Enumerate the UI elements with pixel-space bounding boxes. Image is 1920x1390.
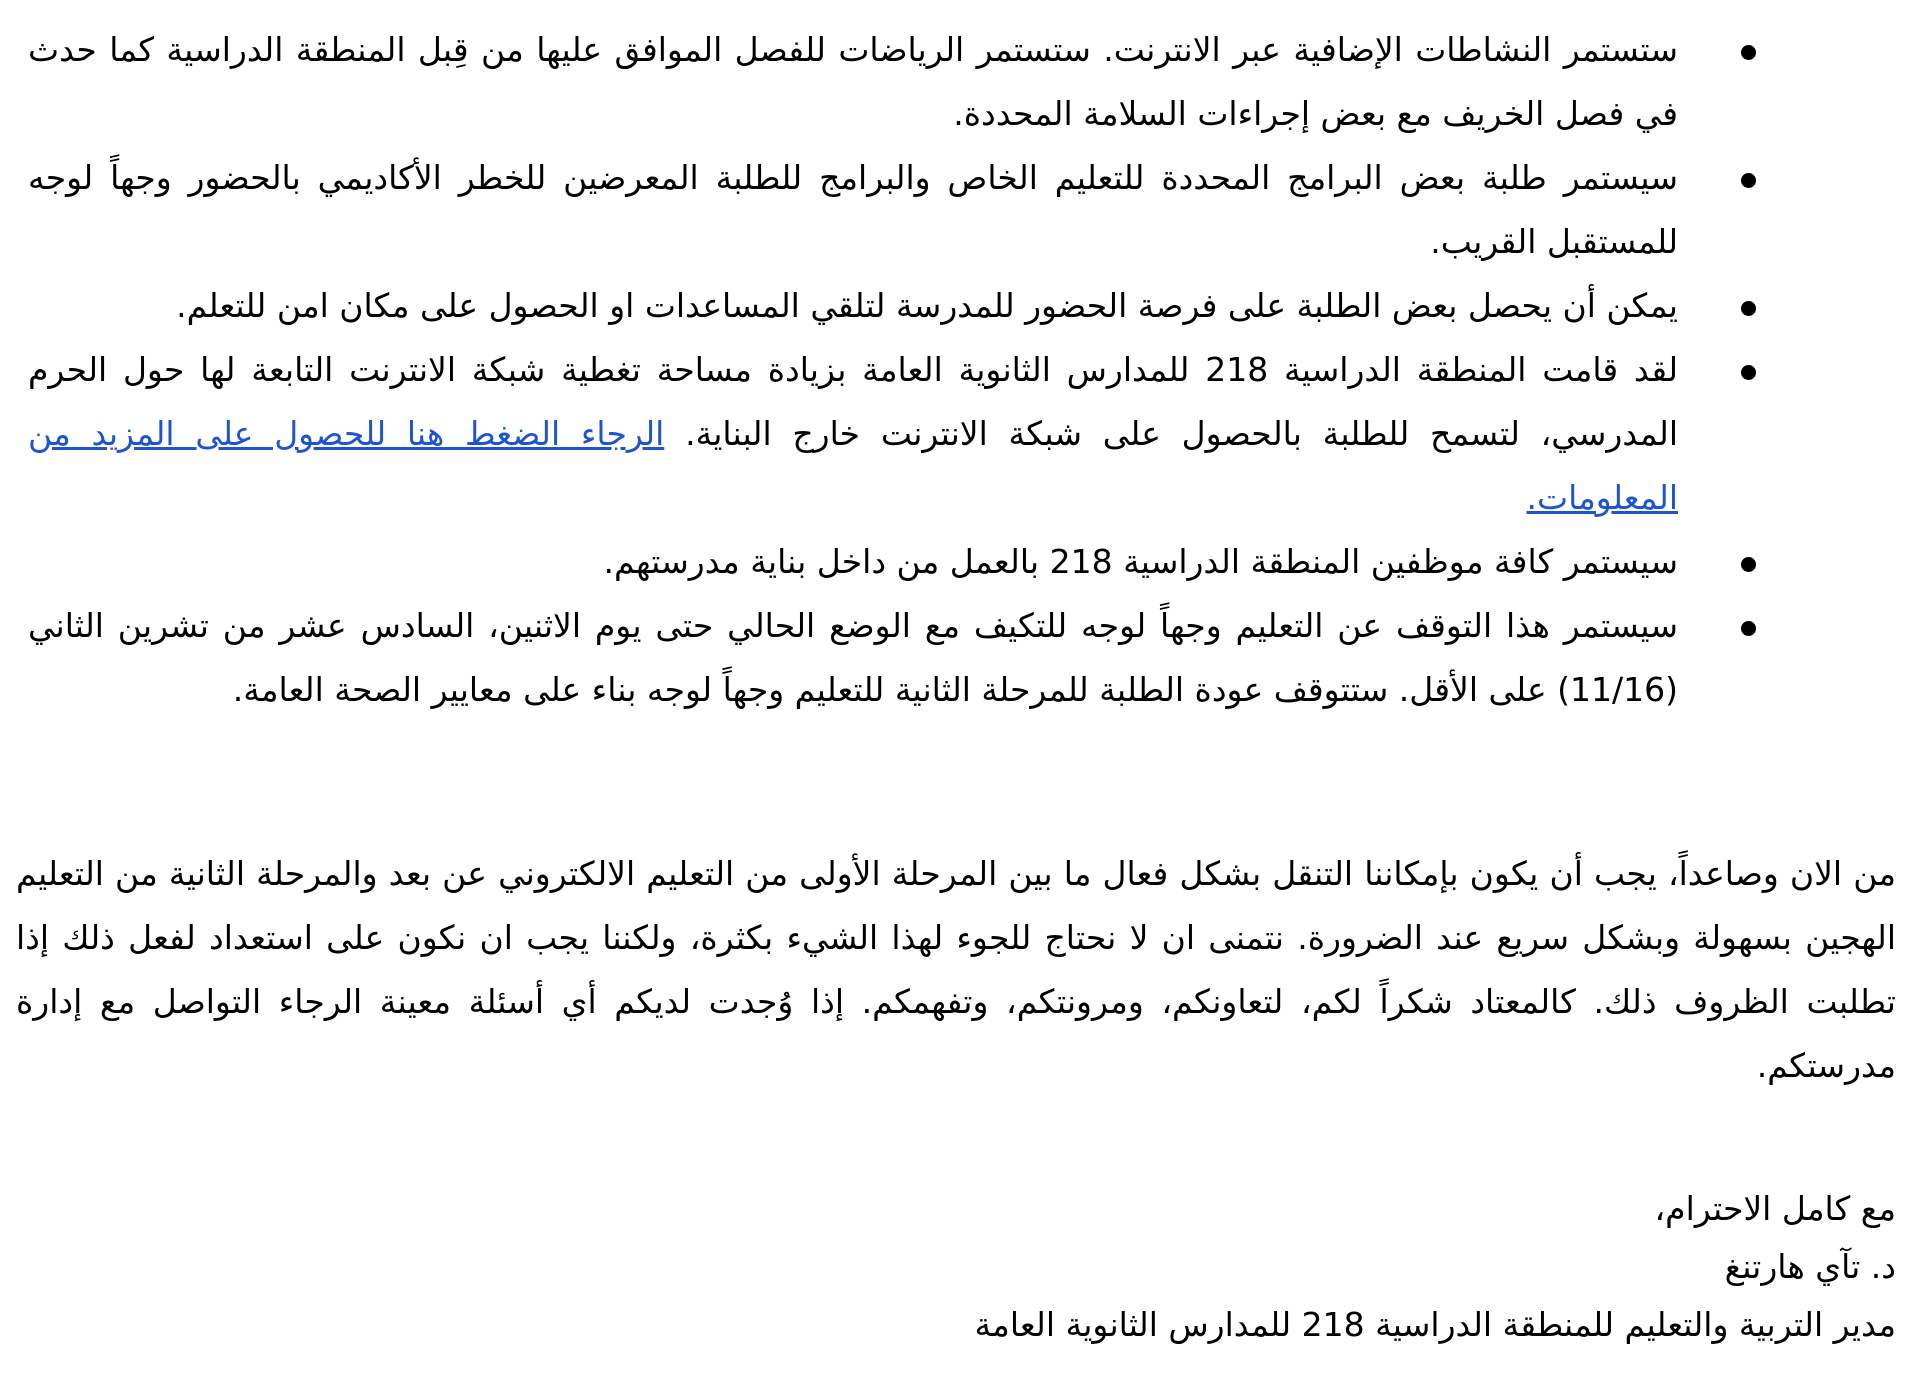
bullet-icon [1741, 301, 1756, 316]
bullet-item-school-attendance [28, 274, 1756, 338]
signature-block [16, 1180, 1896, 1354]
signature-closing: مع كامل الاحترام، [1654, 1189, 1896, 1228]
bullet-text: لقد قامت المنطقة الدراسية 218 للمدارس الثانوية العامة بزيادة مساحة تغطية شبكة الانترنت التابعة لها حول الحرم المدرسي، لتسمح للطلبة بالحصول على شبكة الانترنت خارج البناية. [28, 350, 1679, 453]
signature-name: د. تآي هارتنغ [1724, 1247, 1896, 1286]
bullet-text: سيستمر كافة موظفين المنطقة الدراسية 218 بالعمل من داخل بناية مدرستهم. [603, 542, 1678, 581]
closing-paragraph: من الان وصاعداً، يجب أن يكون بإمكاننا التنقل بشكل فعال ما بين المرحلة الأولى من التعليم الالكتروني عن بعد والمرحلة الثانية من التعليم الهجين بسهولة وبشكل سريع عند الضرورة. نتمنى ان لا نحتاج للجوء لهذا الشيء بكثرة، ولكننا يجب ان نكون على استعداد لفعل ذلك إذا تطلبت الظروف ذلك. كالمعتاد شكراً لكم، لتعاونكم، ومرونتكم، وتفهمكم. إذا وُجدت لديكم أي أسئلة معينة الرجاء التواصل مع إدارة مدرستكم. [16, 854, 1896, 1085]
bullet-icon [1741, 45, 1756, 60]
bullet-text: سيستمر طلبة بعض البرامج المحددة للتعليم الخاص والبرامج للطلبة المعرضين للخطر الأكاديمي بالحضور وجهاً لوجه للمستقبل القريب. [28, 158, 1678, 261]
bullet-item-extracurricular [28, 18, 1756, 146]
bullet-text: سيستمر هذا التوقف عن التعليم وجهاً لوجه للتكيف مع الوضع الحالي حتى يوم الاثنين، السادس عشر من تشرين الثاني (11/16) على الأقل. ستتوقف عودة الطلبة للمرحلة الثانية للتعليم وجهاً لوجه بناء على معايير الصحة العامة. [28, 606, 1678, 709]
bullet-icon [1741, 173, 1756, 188]
bullet-list [28, 18, 1756, 722]
bullet-item-special-programs [28, 146, 1756, 274]
bullet-text: ستستمر النشاطات الإضافية عبر الانترنت. ستستمر الرياضات للفصل الموافق عليها من قِبل المنطقة الدراسية كما حدث في فصل الخريف مع بعض إجراءات السلامة المحددة. [28, 30, 1678, 133]
bullet-icon [1741, 365, 1756, 380]
bullet-icon [1741, 621, 1756, 636]
bullet-item-pause [28, 594, 1756, 722]
signature-title: مدير التربية والتعليم للمنطقة الدراسية 218 للمدارس الثانوية العامة [974, 1305, 1896, 1344]
more-info-link[interactable]: الرجاء الضغط هنا للحصول على المزيد من المعلومات. [28, 414, 1678, 517]
bullet-text: يمكن أن يحصل بعض الطلبة على فرصة الحضور للمدرسة لتلقي المساعدات او الحصول على مكان امن للتعلم. [176, 286, 1678, 325]
bullet-icon [1741, 557, 1756, 572]
bullet-item-internet-coverage [28, 338, 1756, 530]
bullet-item-staff [28, 530, 1756, 594]
